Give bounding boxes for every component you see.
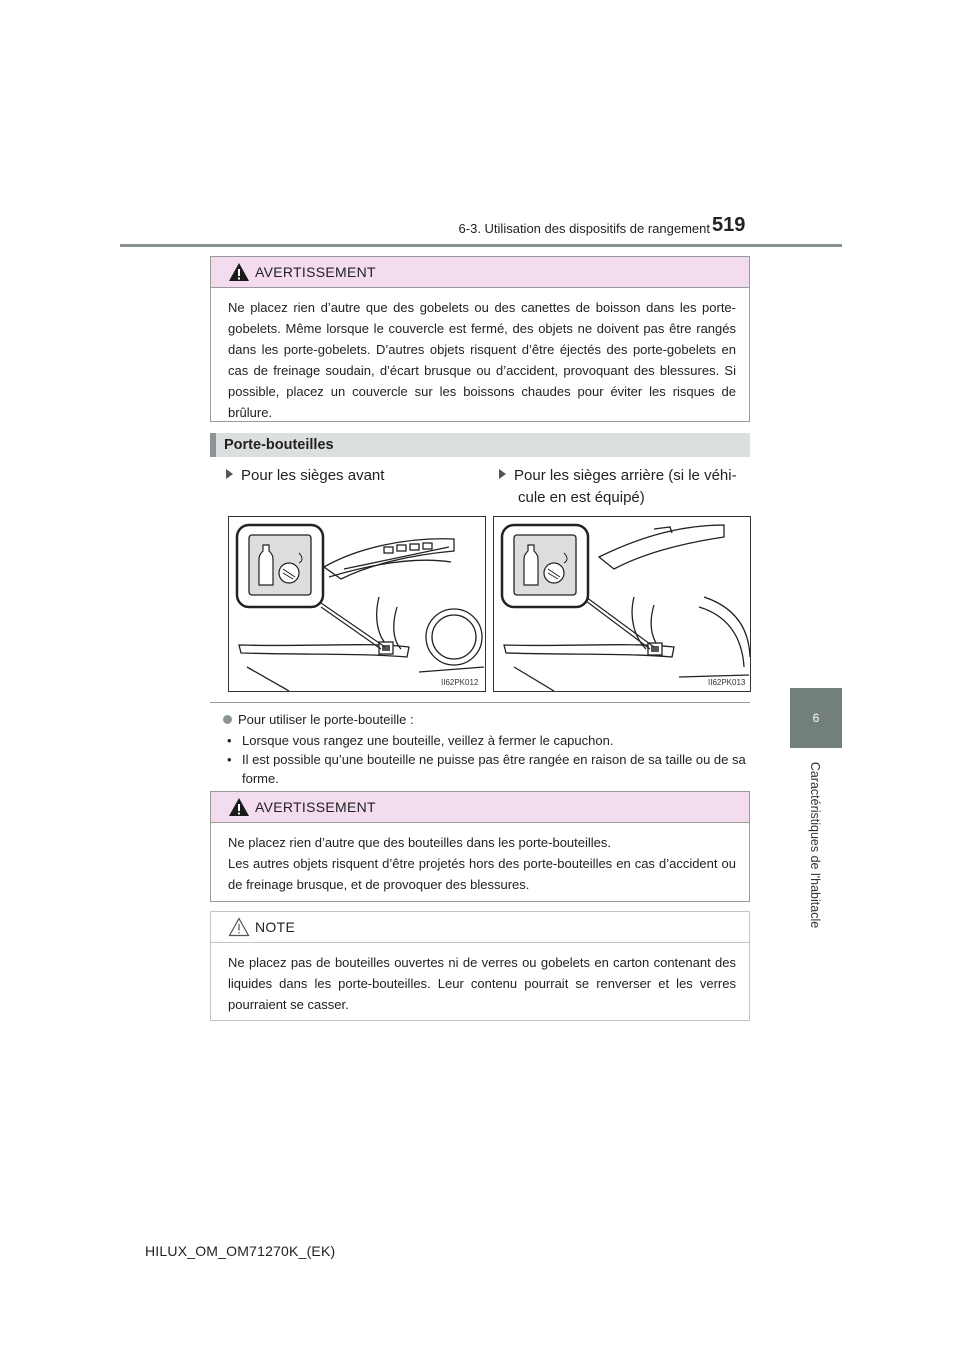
warning-header: [211, 257, 749, 288]
usage-item: • Il est possible qu’une bouteille ne puisse pas être rangée en raison de sa taille ou de sa forme.: [227, 750, 747, 788]
usage-list: [227, 731, 747, 788]
front-door-drawing: [229, 517, 485, 691]
front-seats-label-text: Pour les sièges avant: [241, 467, 385, 484]
front-seats-label: [226, 465, 384, 487]
chapter-title-vertical: [805, 760, 825, 930]
header-rule: [120, 244, 842, 247]
warning-body: Ne placez rien d’autre que des gobelets ou des canettes de boisson dans les porte-gobelets. Même lorsque le couvercle est fermé, des objets ne doivent pas être rangés dans les porte-gobelets. D’autres objets risquent d’être éjectés des porte-gobelets en cas de freinage soudain, d’écart brusque ou d’accident, provoquant des blessures. Si possible, placez un couvercle sur les boissons chaudes pour éviter les risques de brûlure.: [228, 300, 736, 420]
warning-body-line1: Ne placez rien d’autre que des bouteilles dans les porte-bouteilles.: [228, 835, 612, 850]
illustration-code-front: II62PK012: [441, 678, 479, 687]
note-body: Ne placez pas de bouteilles ouvertes ni de verres ou gobelets en carton contenant des liquides dans les porte-bouteilles. Leur contenu pourrait se renverser et les verres pourraient se casser.: [228, 955, 736, 1012]
page-number: 519: [712, 214, 746, 236]
chapter-tab: 6: [790, 688, 842, 748]
caution-outline-icon: [228, 917, 250, 937]
rear-seats-label-line2: cule en est équipé): [518, 489, 645, 506]
divider-rule: [210, 702, 750, 703]
arrow-marker-icon: [226, 469, 233, 479]
warning-box-cup-holders: [210, 256, 750, 422]
section-heading-title: Porte-bouteilles: [224, 437, 334, 453]
usage-lead-text: Pour utiliser le porte-bouteille :: [238, 712, 414, 727]
note-header: [211, 912, 749, 943]
bullet-dot-icon: [223, 715, 232, 724]
illustration-front-bottle-holder: [228, 516, 486, 692]
warning-box-bottle-holders: [210, 791, 750, 902]
usage-item: • Lorsque vous rangez une bouteille, veillez à fermer le capuchon.: [227, 731, 747, 750]
note-box: [210, 911, 750, 1021]
document-id: HILUX_OM_OM71270K_(EK): [145, 1243, 336, 1259]
usage-lead: [223, 712, 414, 727]
section-heading-bottle-holders: [210, 433, 750, 457]
rear-door-drawing: [494, 517, 750, 691]
warning-triangle-icon: [228, 797, 250, 817]
warning-header: [211, 792, 749, 823]
warning-triangle-icon: [228, 262, 250, 282]
note-title: NOTE: [255, 919, 296, 935]
section-heading-bar: [210, 433, 216, 457]
warning-body: [211, 823, 749, 905]
warning-title: AVERTISSEMENT: [255, 264, 376, 280]
illustration-rear-bottle-holder: [493, 516, 751, 692]
warning-body-line2: Les autres objets risquent d’être projetés hors des porte-bouteilles en cas d’accident ou de freinage brusque, et de provoquer des blessures.: [228, 856, 736, 892]
rear-seats-label-line1: Pour les sièges arrière (si le véhi-: [514, 467, 737, 484]
chapter-title: Caractéristiques de l'habitacle: [808, 761, 822, 929]
rear-seats-label: [499, 465, 759, 509]
warning-title: AVERTISSEMENT: [255, 799, 376, 815]
illustration-code-rear: II62PK013: [708, 678, 746, 687]
arrow-marker-icon: [499, 469, 506, 479]
section-header: 6-3. Utilisation des dispositifs de rangement: [458, 221, 710, 236]
